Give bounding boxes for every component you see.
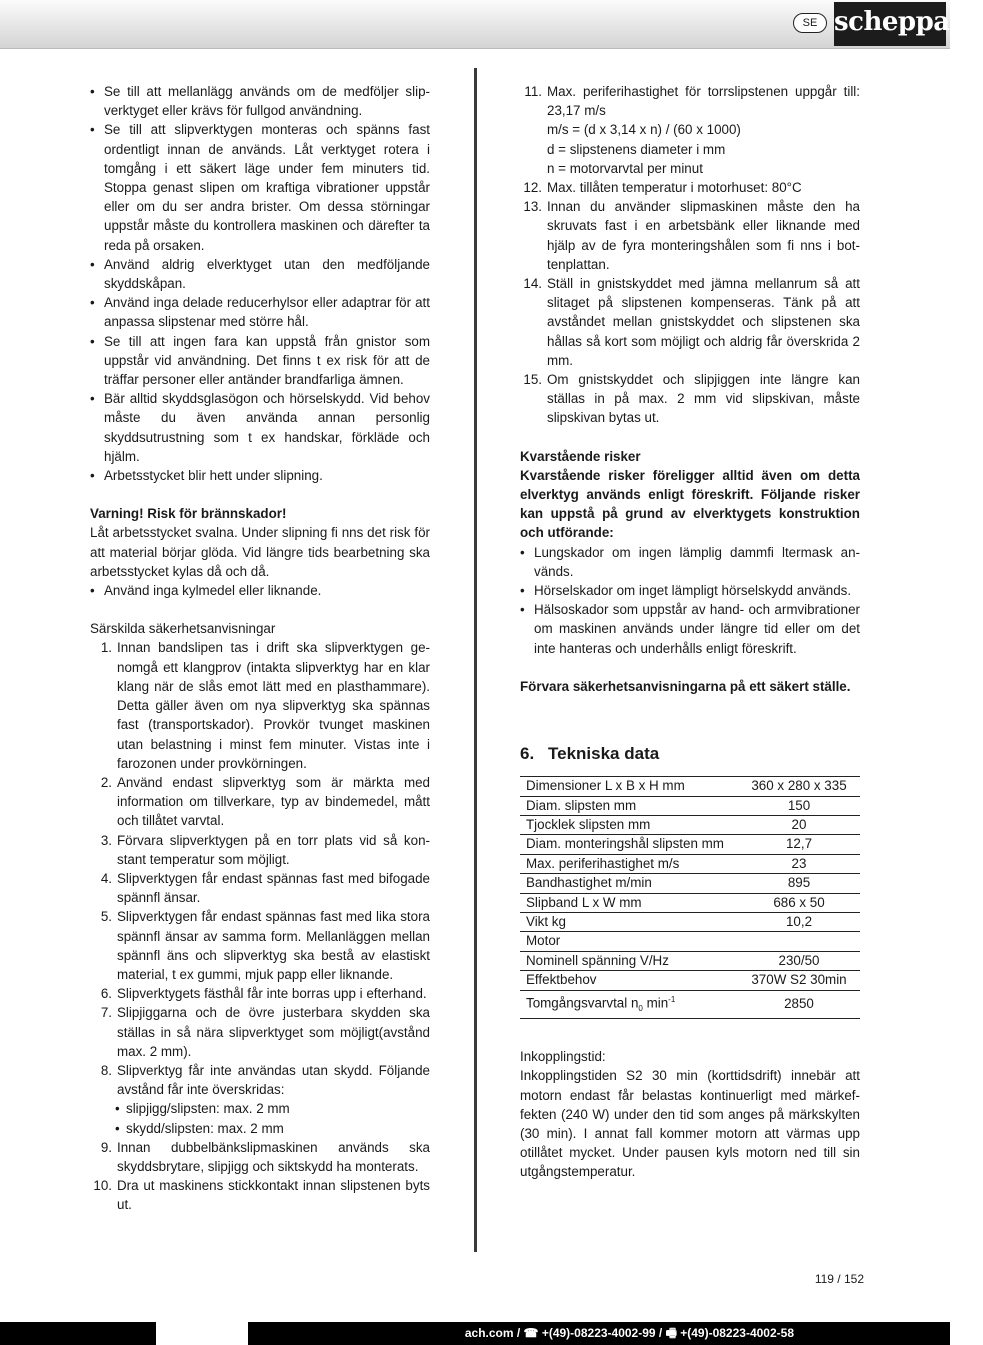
table-row: Diam. slipsten mm 150 — [520, 796, 860, 815]
table-row: Bandhastighet m/min 895 — [520, 874, 860, 893]
keep-instructions-note: Förvara säkerhetsanvisningarna på ett säkert ställe. — [520, 678, 851, 694]
numbered-item-2: 2. Använd endast slipverktyg som är märkta med information om tillverkare, typ av bindemedel, mått och tillåtet varvtal. — [100, 774, 430, 829]
numbered-item-13: 13. Innan du använder slipmaskinen måste den ha skruvats fast i en arbetsbänk eller liknande med hjälp av de fyra monteringshålen som fi nns i bottenplattan. — [523, 199, 860, 272]
bullet-item: • Arbetsstycket blir hett under slipning. — [90, 466, 430, 485]
numbered-item-8: 8. Slipverktyg får inte användas utan skydd. Följande avstånd får inte överskridas: — [100, 1062, 430, 1098]
warning-heading: Varning! Risk för brännskador! — [90, 506, 287, 522]
bullet-item: • Se till att mellanlägg används om de medföljer slipverktyget eller krävs för fullgod användning. — [90, 82, 430, 120]
column-divider — [474, 68, 477, 1252]
tech-data-table — [520, 776, 860, 1019]
warning-bullet: • Använd inga kylmedel eller liknande. — [90, 581, 430, 600]
warning-text: Låt arbetsstycket svalna. Under slipning fi nns det risk för att material börjar glöda. Vid längre tids bearbetning ska arbetsstycket kylas då och då. — [90, 525, 430, 579]
numbered-item-7: 7. Slipjiggarna och de övre justerbara skydden ska ställas in så nära slipverktyget som möjligt(avstånd max. 2 mm). — [100, 1005, 430, 1059]
numbered-item-12: 12. Max. tillåten temperatur i motorhuset: 80°C — [523, 180, 802, 196]
numbered-item-3: 3. Förvara slipverktygen på en torr plats vid så konstant temperatur som möjligt. — [100, 832, 430, 867]
page-number: 119 / 152 — [814, 1272, 864, 1286]
risk-bullet: • Hälsoskador som uppstår av hand- och armvibrationer om maskinen används under längre tid eller om det inte hanteras och underhålls enligt föreskrift. — [520, 600, 860, 658]
right-column — [520, 82, 860, 1182]
sub-bullet: • slipjigg/slipsten: max. 2 mm — [90, 1099, 430, 1118]
numbered-item-5: 5. Slipverktygen får endast spännas fast med lika stora spännfl änsar av samma form. Mellanläggen mellan spännfl äns och slipverktyg ska bestå av elastiskt material, t ex gummi, mjuk papp eller liknande. — [100, 909, 430, 982]
bullet-item: • Se till att slipverktygen monteras och spänns fast ordentligt innan de används. Låt verktyget rotera i tomgång i ett säkert läge under fem minuters tid. Stoppa genast slipen om kraftiga vibrationer uppstår eller om du ser andra brister. Om dessa störningar uppstår måste du kontrollera maskinen och därefter ta reda på orsaken. — [90, 120, 430, 254]
residual-risks-intro: Kvarstående risker föreligger alltid även om detta elverktyg används enligt föreskrift. Följande risker kan uppstå på grund av elverktygets konstruktion och utförande: — [520, 467, 860, 541]
bullet-item: • Använd inga delade reducerhylsor eller adaptrar för att anpassa slipstenar med större hål. — [90, 293, 430, 331]
table-row: Effektbehov 370W S2 30min — [520, 971, 860, 990]
table-row: Max. periferihastighet m/s 23 — [520, 854, 860, 873]
table-row: Vikt kg 10,2 — [520, 912, 860, 931]
brand-logo: scheppach — [834, 2, 946, 46]
special-safety-heading: Särskilda säkerhetsanvisningar — [90, 621, 276, 637]
bullet-item: • Se till att ingen fara kan uppstå från gnistor som uppstår vid användning. Det finns t ex risk för att de träffar personer eller antänder brandfarliga ämnen. — [90, 332, 430, 390]
bullet-item: • Använd aldrig elverktyget utan den medföljande skyddskåpan. — [90, 255, 430, 293]
numbered-item-4: 4. Slipverktygen får endast spännas fast med bifogade spännfl änsar. — [100, 870, 430, 906]
numbered-item-14: 14. Ställ in gnistskyddet med jämna mellanrum så att slitaget på slipstenen kompenseras. Tänk på att avståndet mellan gnistskyddet och slipstenen ska hållas så kort som möjligt och aldrig får överskrida 2 mm. — [523, 276, 860, 368]
residual-risks-heading: Kvarstående risker — [520, 448, 641, 464]
duty-cycle-text: Inkopplingstiden S2 30 min (korttidsdrift) innebär att motorn endast får belastas kontinuerligt med märkeffekten (240 W) under den tid som anges på märkskylten (30 min). I annat fall kommer motorn att värmas upp otillåtet mycket. Under pausen kyls motorn ned till sin utgångstemperatur. — [520, 1068, 860, 1180]
numbered-item-1: 1. Innan bandslipen tas i drift ska slipverktygen genomgå ett klangprov (intakta slipverktyg har en klar klang när de slås emot lätt med en plasthammare). Detta gäller även om nya slipverktyg ska spännas fast (transportskador). Provkör tvunget maskinen utan belastning i minst fem minuter. Vistas inte i farozonen under provkörningen. — [100, 640, 430, 771]
numbered-item-15: 15. Om gnistskyddet och slipjiggen inte längre kan ställas in på max. 2 mm vid slipskivan, måste slipskivan bytas ut. — [523, 372, 860, 426]
numbered-item-9: 9. Innan dubbelbänkslipmaskinen används ska skyddsbrytare, slipjigg och siktskydd ha monterats. — [100, 1139, 430, 1174]
bullet-item: • Bär alltid skyddsglasögon och hörselskydd. Vid behov måste du även använda annan personlig skyddsutrustning som t ex handskar, förkläde och hjälm. — [90, 389, 430, 466]
language-badge: SE — [793, 13, 827, 33]
risk-bullet: • Lungskador om ingen lämplig dammfi ltermask används. — [520, 543, 860, 581]
table-row: Dimensioner L x B x H mm 360 x 280 x 335 — [520, 777, 860, 796]
risk-bullet: • Hörselskador om inget lämpligt hörselskydd används. — [520, 581, 860, 600]
left-column — [90, 82, 430, 1215]
table-row: Tomgångsvarvtal $n_0$ $\min^{-1}$ 2850 — [520, 990, 860, 1019]
numbered-item-11: 11. Max. periferihastighet för torrslipstenen uppgår till: 23,17 m/s m/s = (d x 3,14 x n) / (60 x 1000) d = slipstenens diameter i mm n = motorvarvtal per minut — [524, 84, 860, 176]
table-row: Nominell spänning V/Hz 230/50 — [520, 951, 860, 970]
table-row: Motor — [520, 932, 860, 951]
footer-contact: ach.com / ☎ +(49)-08223-4002-99 / 🖷 +(49)-08223-4002-58 — [464, 1326, 794, 1340]
table-row: Slipband L x W mm 686 x 50 — [520, 893, 860, 912]
numbered-item-6: 6. Slipverktygets fästhål får inte borras upp i efterhand. — [100, 986, 427, 1002]
numbered-item-10: 10. Dra ut maskinens stickkontakt innan slipstenen byts ut. — [93, 1178, 430, 1213]
section-heading: 6. Tekniska data — [520, 744, 660, 764]
table-row: Diam. monteringshål slipsten mm 12,7 — [520, 835, 860, 854]
sub-bullet: • skydd/slipsten: max. 2 mm — [90, 1119, 430, 1138]
duty-cycle-heading: Inkopplingstid: — [520, 1049, 606, 1065]
table-row: Tjocklek slipsten mm 20 — [520, 815, 860, 834]
